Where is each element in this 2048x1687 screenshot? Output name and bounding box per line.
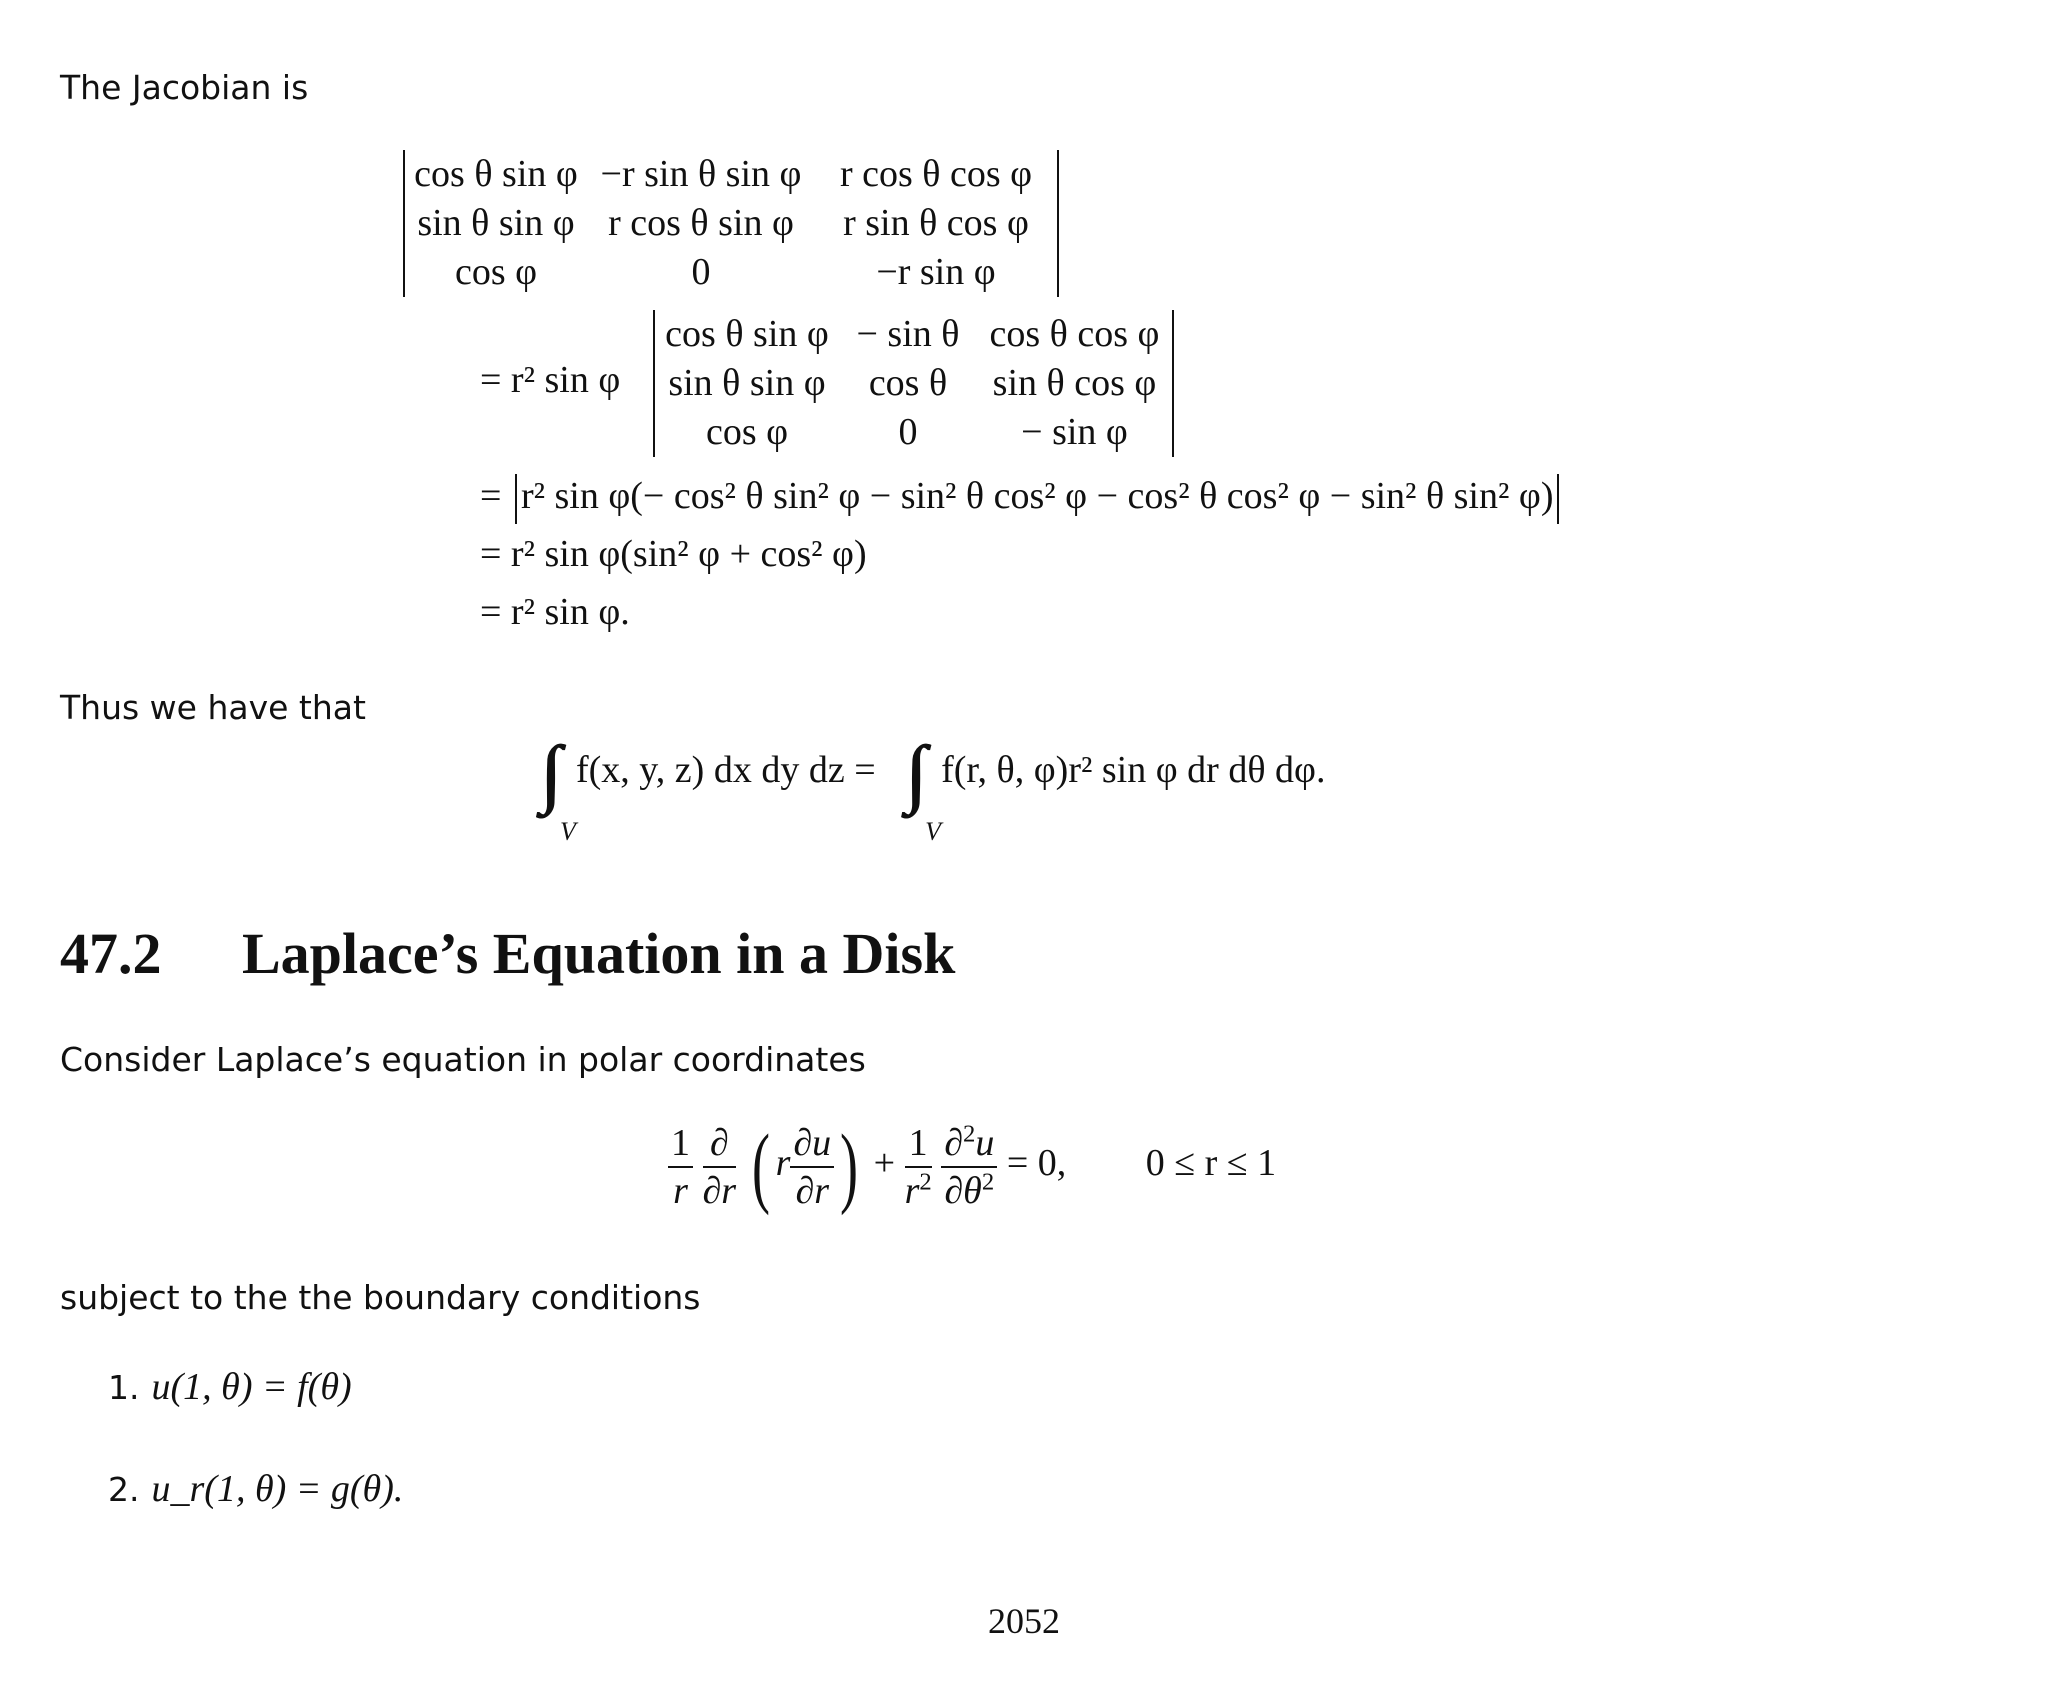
fraction-d2u-dtheta2: $\frac{\partial^2u}{\partial\theta^2}$ bbox=[941, 1120, 997, 1214]
fraction-1-over-r: $\frac{1}{r}$ bbox=[668, 1120, 693, 1214]
integral-region: V bbox=[925, 817, 942, 846]
laplace-equals: = 0, bbox=[1006, 1142, 1067, 1185]
condition-text: u_r(1, θ) = g(θ). bbox=[151, 1468, 404, 1510]
subject-text: subject to the the boundary conditions bbox=[60, 1278, 701, 1317]
det2-cell: cos θ bbox=[868, 362, 948, 404]
det1-cell: 0 bbox=[691, 251, 711, 293]
condition-marker: 1. bbox=[108, 1368, 140, 1407]
det2-cell: sin θ sin φ bbox=[668, 362, 826, 404]
laplace-equation: $\frac{1}{r}$ $\frac{\partial}{\partial r}$ ( r $\frac{\partial u}{\partial r}$ ) + $\frac{1}{r^2}$ $\frac{\partial^2u}{\partial\theta^2}$ = 0, 0 ≤ r ≤ 1 bbox=[668, 1115, 1276, 1218]
det1-cell: r cos θ cos φ bbox=[839, 153, 1033, 195]
det1-cell: −r sin θ sin φ bbox=[600, 153, 802, 195]
det1-cell: sin θ sin φ bbox=[417, 202, 575, 244]
det1-cell: cos θ sin φ bbox=[414, 153, 578, 195]
fraction-partial-over-partial-r: $\frac{\partial}{\partial r}$ bbox=[702, 1121, 737, 1212]
fraction-1-over-r2: $\frac{1}{r^2}$ bbox=[904, 1121, 932, 1212]
det2-cell: cos θ sin φ bbox=[665, 313, 829, 355]
det1-cell: r cos θ sin φ bbox=[608, 202, 794, 244]
integral-rhs: f(r, θ, φ)r² sin φ dr dθ dφ. bbox=[941, 749, 1326, 792]
integral-region: V bbox=[560, 817, 576, 846]
consider-text: Consider Laplace’s equation in polar coordinates bbox=[60, 1040, 866, 1079]
laplace-domain: 0 ≤ r ≤ 1 bbox=[1145, 1142, 1277, 1185]
line3-expression: r² sin φ(− cos² θ sin² φ − sin² θ cos² φ − cos² θ cos² φ − sin² θ sin² φ) bbox=[520, 475, 1554, 517]
triple-integral-sign: ∫∫∫ V bbox=[905, 731, 942, 846]
section-title: Laplace’s Equation in a Disk bbox=[242, 921, 956, 986]
jacobian-line-5: = r² sin φ. bbox=[480, 591, 630, 633]
det1-cell: −r sin φ bbox=[876, 251, 996, 293]
triple-integral-sign: ∫∫∫ V bbox=[540, 731, 576, 846]
jacobian-determinant-1 bbox=[403, 150, 1059, 297]
jacobian-line-3 bbox=[480, 474, 1563, 524]
condition-2 bbox=[108, 1467, 403, 1511]
det2-cell: sin θ cos φ bbox=[992, 362, 1157, 404]
equals-sign: = bbox=[480, 475, 502, 517]
det2-cell: − sin θ bbox=[856, 313, 960, 355]
det2-cell: 0 bbox=[898, 411, 918, 453]
section-heading bbox=[60, 920, 955, 987]
right-paren: ) bbox=[840, 1117, 859, 1216]
thus-text: Thus we have that bbox=[60, 688, 366, 727]
integral-lhs: f(x, y, z) dx dy dz = bbox=[575, 749, 876, 792]
det1-cell: cos φ bbox=[454, 251, 538, 293]
section-number: 47.2 bbox=[60, 921, 162, 986]
det2-cell: cos θ cos φ bbox=[989, 313, 1160, 355]
condition-text: u(1, θ) = f(θ) bbox=[151, 1366, 352, 1408]
jacobian-determinant-2 bbox=[653, 310, 1174, 457]
fraction-du-dr: $\frac{\partial u}{\partial r}$ bbox=[790, 1120, 834, 1214]
jacobian-line-4: = r² sin φ(sin² φ + cos² φ) bbox=[480, 533, 867, 575]
det2-cell: cos φ bbox=[705, 411, 789, 453]
det2-prefix: = r² sin φ bbox=[480, 359, 621, 401]
left-paren: ( bbox=[751, 1117, 770, 1216]
triple-integral-equation bbox=[540, 730, 1326, 846]
jacobian-intro-text: The Jacobian is bbox=[60, 68, 309, 107]
condition-1 bbox=[108, 1365, 352, 1409]
page-number: 2052 bbox=[988, 1601, 1060, 1641]
det2-cell: − sin φ bbox=[1021, 411, 1128, 453]
abs-bar-left bbox=[515, 474, 517, 524]
det1-cell: r sin θ cos φ bbox=[843, 202, 1029, 244]
abs-bar-right bbox=[1557, 474, 1559, 524]
condition-marker: 2. bbox=[108, 1470, 140, 1509]
